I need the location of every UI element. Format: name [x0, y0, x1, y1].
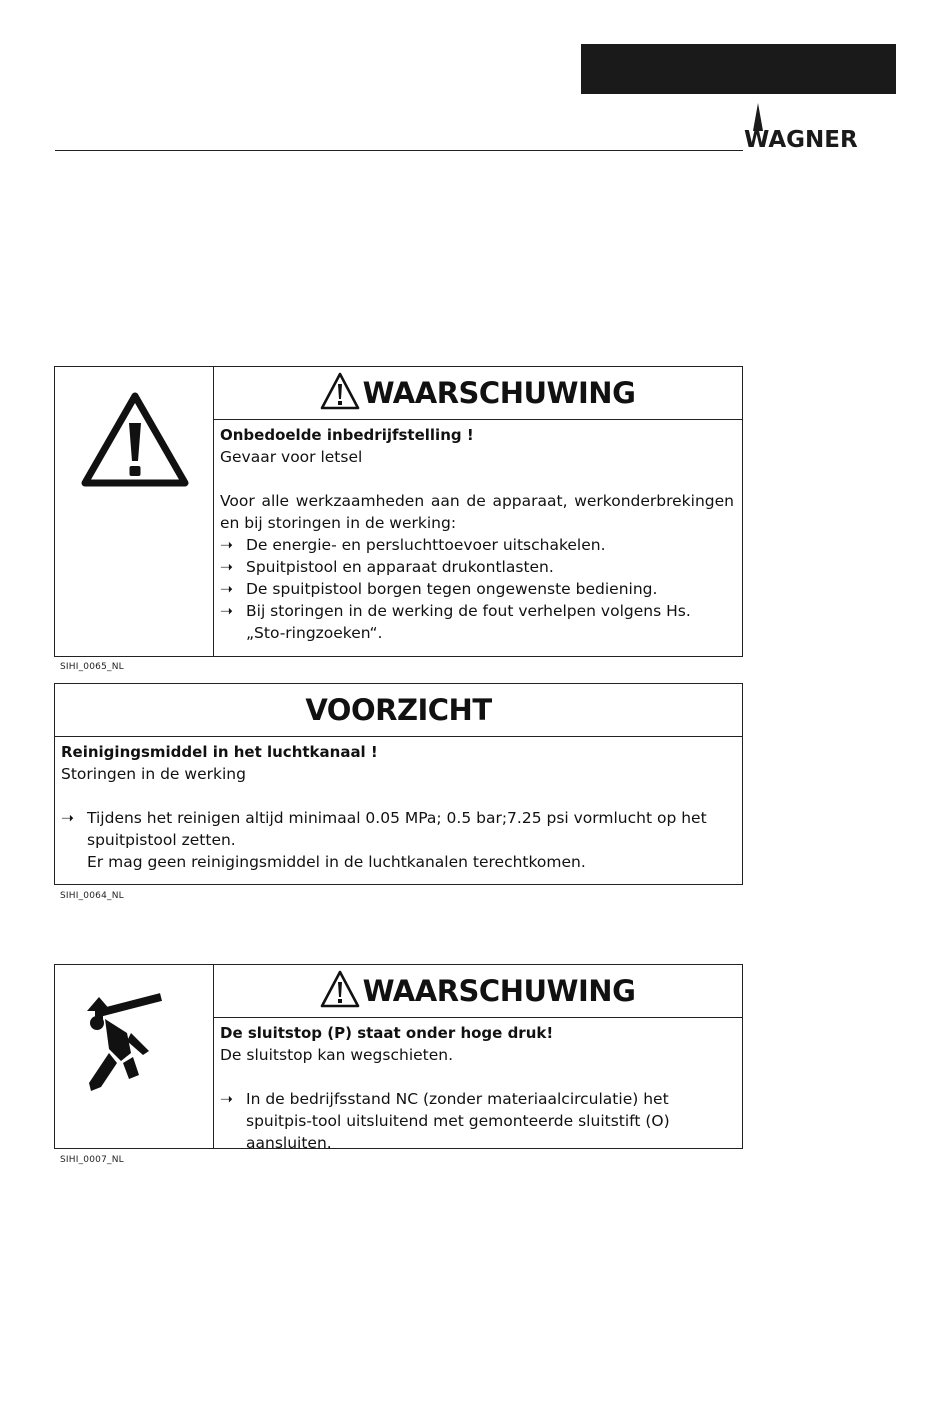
- warning-subheading: Gevaar voor letsel: [220, 448, 363, 466]
- warning-triangle-icon: [79, 391, 191, 487]
- warning-icon-cell: [55, 367, 214, 656]
- warning-box-2: [54, 964, 743, 1152]
- small-warning-triangle-icon: [320, 372, 360, 414]
- small-warning-triangle-icon: [320, 970, 360, 1012]
- warning-body: [213, 1018, 742, 1154]
- list-item: ➝ Tijdens het reinigen altijd minimaal 0.05 MPa; 0.5 bar;7.25 psi vormlucht op het spuitpistool zetten.: [61, 809, 707, 849]
- hazard-icon-cell: [55, 965, 214, 1148]
- caution-title: VOORZICHT: [305, 693, 492, 727]
- arrow-icon: ➝: [220, 536, 233, 554]
- caution-body: [55, 737, 742, 873]
- doc-code: SIHI_0007_NL: [60, 1155, 124, 1165]
- caution-box: [54, 683, 743, 885]
- warning-content: [213, 367, 742, 656]
- warning-title: WAARSCHUWING: [362, 974, 636, 1008]
- warning-box-1: [54, 366, 743, 657]
- list-item: ➝ In de bedrijfsstand NC (zonder materiaalcirculatie) het spuitpis-tool uitsluitend met gemonteerde sluitstift (O) aansluiten.: [220, 1090, 670, 1152]
- doc-code: SIHI_0064_NL: [60, 891, 124, 901]
- warning-body: [213, 420, 742, 644]
- arrow-icon: ➝: [220, 580, 233, 598]
- list-item-continued: Er mag geen reinigingsmiddel in de luchtkanalen terechtkomen.: [87, 853, 586, 871]
- warning-subheading: De sluitstop kan wegschieten.: [220, 1046, 454, 1064]
- header-rule: [55, 150, 743, 151]
- warning-heading: De sluitstop (P) staat onder hoge druk!: [220, 1024, 554, 1042]
- list-item: ➝ De spuitpistool borgen tegen ongewenste bediening.: [220, 580, 658, 598]
- arrow-icon: ➝: [220, 1090, 233, 1108]
- arrow-icon: ➝: [61, 809, 74, 827]
- caution-subheading: Storingen in de werking: [61, 765, 246, 783]
- flying-part-hazard-icon: [81, 991, 171, 1101]
- header-black-bar: [581, 44, 896, 94]
- warning-title-row: [213, 367, 742, 420]
- warning-heading: Onbedoelde inbedrijfstelling !: [220, 426, 474, 444]
- list-item: ➝ Bij storingen in de werking de fout verhelpen volgens Hs. „Sto-ringzoeken“.: [220, 602, 691, 642]
- warning-intro: Voor alle werkzaamheden aan de apparaat, werkonderbrekingen en bij storingen in de werking:: [220, 492, 734, 532]
- warning-title: WAARSCHUWING: [362, 376, 636, 410]
- list-item: ➝ Spuitpistool en apparaat drukontlasten.: [220, 558, 554, 576]
- warning-title-row: [213, 965, 742, 1018]
- list-item: ➝ De energie- en persluchttoevoer uitschakelen.: [220, 536, 606, 554]
- doc-code: SIHI_0065_NL: [60, 662, 124, 672]
- arrow-icon: ➝: [220, 558, 233, 576]
- arrow-icon: ➝: [220, 602, 233, 620]
- warning-content: [213, 965, 742, 1152]
- caution-heading: Reinigingsmiddel in het luchtkanaal !: [61, 743, 378, 761]
- logo-text: WAGNER: [744, 127, 858, 153]
- caution-title-row: [55, 684, 742, 737]
- wagner-logo: [744, 103, 898, 153]
